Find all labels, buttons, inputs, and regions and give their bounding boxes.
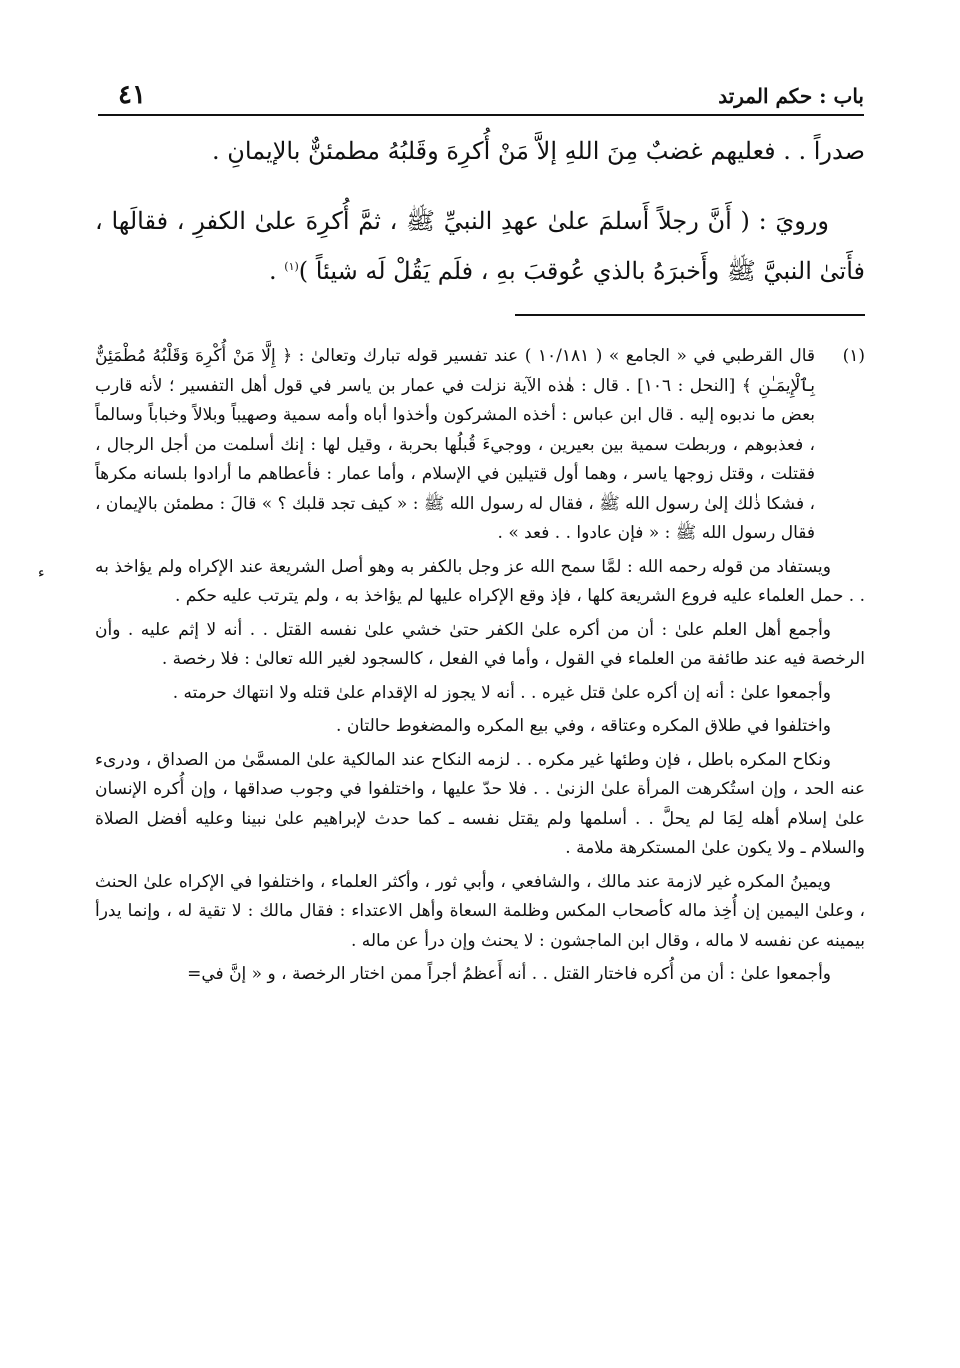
margin-mark: ء xyxy=(38,565,45,581)
footnote-paragraph-6: ونكاح المكره باطل ، فإن وطئها غير مكره . . لزمه النكاح عند المالكية علىٰ المسمَّىٰ من الصداق ، ودرىء عنه الحد ، وإن استُكرهت المرأة علىٰ الزنىٰ . . فلا حدّ عليها ، واختلفوا في وجوب صداقها ، وإن أُكره الإنسان علىٰ إسلام أهله لِمَا لم يحلَّ . . أسلمها ولم يقتل نفسه ـ كما حدث لإبراهيم علىٰ نبينا وعليه أفضل الصلاة والسلام ـ ولا يكون علىٰ المستكرهة ملامة . xyxy=(95,749,865,858)
main-paragraph-2-text: ورويَ : ( أَنَّ رجلاً أَسلمَ علىٰ عهدِ النبيِّ ﷺ ، ثمَّ أُكرِهَ علىٰ الكفرِ ، فقالَها ، فأَتىٰ النبيَّ ﷺ وأَخبرَهُ بالذي عُوقبَ بهِ ، فلَم يَقُلْ لَه شيئاً ) xyxy=(95,207,865,285)
main-text xyxy=(95,128,865,294)
footnote-paragraph-2: ويستفاد من قوله رحمه الله : لمَّا سمح الله عز وجل بالكفر به وهو أصل الشريعة عند الإكراه ولم يؤاخذ به . . حمل العلماء عليه فروع الشريعة كلها ، فإذ وقع الإكراه عليها لم يؤاخذ به ، ولم يترتب عليه حكم . xyxy=(95,556,865,606)
footnote-paragraph-8: وأجمعوا علىٰ : أن من أُكره فاختار القتل . . أنه أَعظمُ أجراً ممن اختار الرخصة ، و « إنَّ في= xyxy=(187,964,831,984)
footnote-separator xyxy=(515,314,865,316)
main-paragraph-2 xyxy=(95,198,865,294)
page-header xyxy=(98,80,864,116)
footnote-paragraph-3: وأجمع أهل العلم علىٰ : أن من أكره علىٰ الكفر حتىٰ خشي علىٰ نفسه القتل . . أنه لا إثم عليه . وأن الرخصة فيه عند طائفة من العلماء في القول ، وأما في الفعل ، كالسجود لغير الله تعالىٰ : فلا رخصة . xyxy=(95,619,865,669)
footnote-marker: (١) xyxy=(842,346,865,366)
main-line-1: صدراً . . فعليهم غضبٌ مِنَ اللهِ إلاَّ مَنْ أُكرِهَ وقَلبُهُ مطمئنٌّ بالإيمانِ . xyxy=(211,137,865,165)
footnote-paragraph-5: واختلفوا في طلاق المكره وعتاقه ، وفي بيع المكره والمضغوط حالتان . xyxy=(336,716,831,736)
footnote-paragraph-7: ويمينُ المكره غير لازمة عند مالك ، والشافعي ، وأبي ثور ، وأكثر العلماء ، واختلفوا في الإكراه علىٰ الحنث ، وعلىٰ اليمين إن أُخِذ ماله كأصحاب المكس وظلمة السعاة وأهل الاعتداء : فقال مالك : لا تقية له ، وإنما يدرأ بيمينه عن نفسه لا ماله ، وقال ابن الماجشون : لا يحنث وإن درأ عن ماله . xyxy=(95,871,866,951)
footnote-reference: (١) xyxy=(284,260,299,273)
main-paragraph-2-end: . xyxy=(269,257,285,285)
running-title: باب : حكم المرتد xyxy=(718,84,864,108)
footnote-paragraph-1: قال القرطبي في « الجامع » ( ١٠/١٨١ ) عند تفسير قوله تبارك وتعالىٰ : ﴿ إِلَّا مَنْ أُكْرِهَ وَقَلْبُهُ مُطْمَئِنٌّ بِٱلْإِيمَـٰنِ ﴾ [النحل : ١٠٦] . قال : هٰذه الآية نزلت في عمار بن ياسر في قول أهل التفسير ؛ لأنه قارب بعض ما ندبوه إليه . قال ابن عباس : أخذه المشركون وأخذوا أباه وأمه سمية وصهيباً وبلالاً وخباباً وسالماً ، فعذبوهم ، وربطت سمية بين بعيرين ، ووجيءَ قُبلُها بحربة ، وقيل لها : إنك أسلمت من أجل الرجال ، فقتلت ، وقتل زوجها ياسر ، وهما أول قتيلين في الإسلام ، وأما عمار : فأعطاهم ما أرادوا بلسانه مكرهاً ، فشكا ذٰلك إلىٰ رسول الله ﷺ ، فقال له رسول الله ﷺ : « كيف تجد قلبك ؟ » قالَ : مطمئن بالإيمان ، فقال رسول الله ﷺ : « فإن عادوا . . فعد » . xyxy=(95,346,815,543)
page-number: ٤١ xyxy=(118,80,146,110)
footnote-paragraph-4: وأجمعوا علىٰ : أنه إن أكره علىٰ قتل غيره . . أنه لا يجوز له الإقدام علىٰ قتله ولا انتهاك حرمته . xyxy=(172,682,831,703)
footnote-1 xyxy=(95,342,865,549)
header-rule xyxy=(98,114,864,116)
footnotes xyxy=(95,342,865,994)
